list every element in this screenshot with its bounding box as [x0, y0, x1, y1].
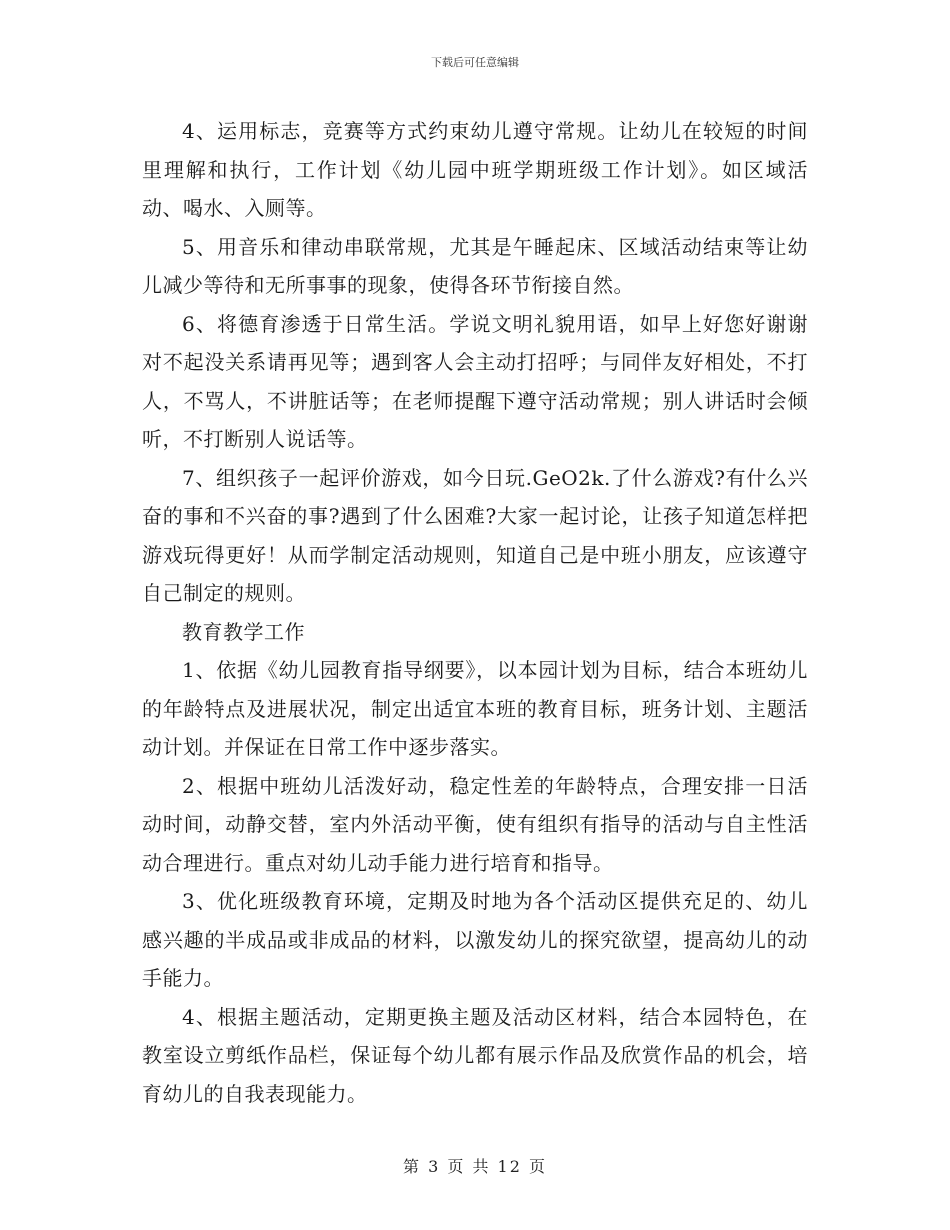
paragraph-teaching-1: 1、依据《幼儿园教育指导纲要》，以本园计划为目标，结合本班幼儿的年龄特点及进展状况，制定出适宜本班的教育目标，班务计划、主题活动计划。并保证在日常工作中逐步落实。: [142, 658, 808, 759]
paragraph-rule-4: 4、运用标志，竞赛等方式约束幼儿遵守常规。让幼儿在较短的时间里理解和执行，工作计划《幼儿园中班学期班级工作计划》。如区域活动、喝水、入厕等。: [142, 119, 808, 220]
paragraph-teaching-3: 3、优化班级教育环境，定期及时地为各个活动区提供充足的、幼儿感兴趣的半成品或非成品的材料，以激发幼儿的探究欲望，提高幼儿的动手能力。: [142, 889, 808, 990]
page-number: 第 3 页 共 12 页: [403, 1157, 547, 1176]
section-heading: 教育教学工作: [182, 619, 305, 644]
paragraph-teaching-2: 2、根据中班幼儿活泼好动，稳定性差的年龄特点，合理安排一日活动时间，动静交替，室内外活动平衡，使有组织有指导的活动与自主性活动合理进行。重点对幼儿动手能力进行培育和指导。: [142, 773, 808, 875]
paragraph-rule-7: 7、组织孩子一起评价游戏，如今日玩.GeO2k.了什么游戏?有什么兴奋的事和不兴奋的事?遇到了什么困难?大家一起讨论，让孩子知道怎样把游戏玩得更好！从而学制定活动规则，知道自己是中班小朋友，应该遵守自己制定的规则。: [142, 465, 808, 605]
paragraph-rule-6: 6、将德育渗透于日常生活。学说文明礼貌用语，如早上好您好谢谢对不起没关系请再见等；遇到客人会主动打招呼；与同伴友好相处，不打人，不骂人，不讲脏话等；在老师提醒下遵守活动常规；别人讲话时会倾听，不打断别人说话等。: [142, 311, 808, 451]
page-header-note: 下载后可任意编辑: [431, 56, 519, 69]
paragraph-teaching-4: 4、根据主题活动，定期更换主题及活动区材料，结合本园特色，在教室设立剪纸作品栏，保证每个幼儿都有展示作品及欣赏作品的机会，培育幼儿的自我表现能力。: [142, 1004, 808, 1106]
paragraph-rule-5: 5、用音乐和律动串联常规，尤其是午睡起床、区域活动结束等让幼儿减少等待和无所事事的现象，使得各环节衔接自然。: [142, 234, 808, 297]
document-body: [142, 112, 808, 1113]
